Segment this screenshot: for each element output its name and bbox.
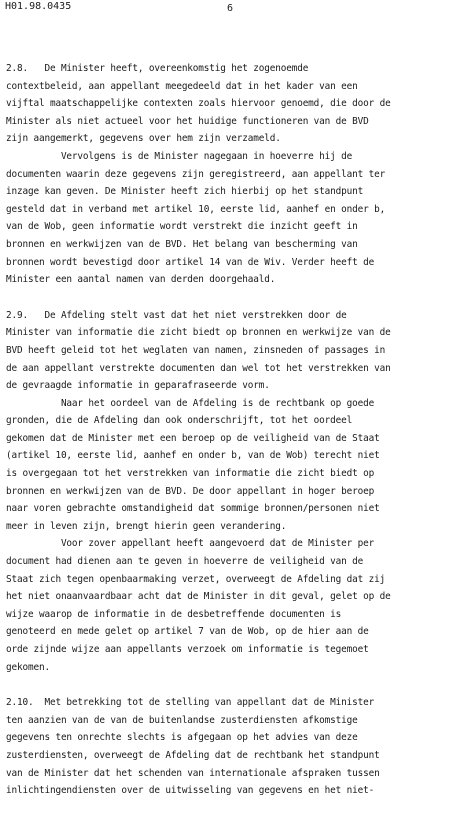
text-line: naar voren gebrachte omstandigheid dat sommige bronnen/personen niet	[6, 503, 380, 515]
text-line: Minister als niet actueel voor het huidige functioneren van de BVD	[6, 115, 369, 127]
paragraph-2-10	[6, 694, 446, 800]
text-line: meer in leven zijn, brengt hierin geen verandering.	[6, 520, 287, 532]
text-line: Voor zover appellant heeft aangevoerd dat de Minister per	[6, 538, 375, 550]
text-line: zijn aangemerkt, gegevens over hem zijn verzameld.	[6, 133, 281, 145]
text-line: bronnen en werkwijzen van de BVD. De door appellant in hoger beroep	[6, 485, 375, 497]
text-line: gronden, die de Afdeling dan ook onderschrijft, tot het oordeel	[6, 415, 353, 427]
text-line: contextbeleid, aan appellant meegedeeld dat in het kader van een	[6, 80, 358, 92]
document-body	[6, 60, 446, 818]
text-line: ten aanzien van de van de buitenlandse zusterdiensten afkomstige	[6, 714, 358, 726]
text-line: van de Wob, geen informatie wordt verstrekt die inzicht geeft in	[6, 221, 358, 233]
text-line: documenten waarin deze gegevens zijn geregistreerd, aan appellant ter	[6, 168, 386, 180]
text-line: gekomen dat de Minister met een beroep op de veiligheid van de Staat	[6, 432, 380, 444]
text-line: genoteerd en mede gelet op artikel 7 van de Wob, op de hier aan de	[6, 626, 369, 638]
paragraph-2-9	[6, 307, 446, 676]
text-line: bronnen wordt bevestigd door artikel 14 van de Wiv. Verder heeft de	[6, 256, 375, 268]
text-line: gesteld dat in verband met artikel 10, eerste lid, aanhef en onder b,	[6, 203, 386, 215]
text-line: wijze waarop de informatie in de desbetreffende documenten is	[6, 608, 342, 620]
text-line: 2.8. De Minister heeft, overeenkomstig het zogenoemde	[6, 63, 309, 74]
text-line: orde zijnde wijze aan appellants verzoek om informatie is tegemoet	[6, 644, 369, 655]
text-line: vijftal maatschappelijke contexten zoals hiervoor genoemd, die door de	[6, 98, 391, 110]
text-line: het niet onaanvaardbaar acht dat de Minister in dit geval, gelet op de	[6, 591, 391, 603]
paragraph-2-8	[6, 60, 446, 289]
text-line: inlichtingendiensten over de uitwisseling van gegevens en het niet-	[6, 785, 375, 797]
text-line: 2.9. De Afdeling stelt vast dat het niet verstrekken door de	[6, 309, 347, 321]
text-line: inzage kan geven. De Minister heeft zich hierbij op het standpunt	[6, 186, 364, 198]
document-reference: H01.98.0435	[5, 1, 72, 12]
text-line: de gevraagde informatie in geparafraseerde vorm.	[6, 380, 270, 392]
text-line: bronnen en werkwijzen van de BVD. Het belang van bescherming van	[6, 238, 358, 250]
text-line: Vervolgens is de Minister nagegaan in hoeverre hij de	[6, 150, 353, 162]
text-line: Staat zich tegen openbaarmaking verzet, overweegt de Afdeling dat zij	[6, 573, 386, 585]
text-line: 2.10. Met betrekking tot de stelling van appellant dat de Minister	[6, 697, 375, 709]
text-line: is overgegaan tot het verstrekken van informatie die zicht biedt op	[6, 468, 375, 480]
text-line: gekomen.	[6, 661, 50, 673]
text-line: gegevens ten onrechte slechts is afgegaan op het advies van deze	[6, 732, 358, 744]
text-line: de aan appellant verstrekte documenten dan wel tot het verstrekken van	[6, 362, 391, 374]
text-line: BVD heeft geleid tot het weglaten van namen, zinsneden of passages in	[6, 344, 386, 356]
text-line: Minister van informatie die zicht biedt op bronnen en werkwijze van de	[6, 327, 391, 339]
text-line: van de Minister dat het schenden van internationale afspraken tussen	[6, 767, 380, 779]
text-line: Minister een aantal namen van derden doorgehaald.	[6, 274, 276, 286]
text-line: (artikel 10, eerste lid, aanhef en onder b, van de Wob) terecht niet	[6, 450, 380, 462]
page-number: 6	[227, 3, 234, 14]
text-line: Naar het oordeel van de Afdeling is de rechtbank op goede	[6, 397, 375, 409]
text-line: document had dienen aan te geven in hoeverre de veiligheid van de	[6, 556, 364, 568]
text-line: zusterdiensten, overweegt de Afdeling dat de rechtbank het standpunt	[6, 749, 380, 761]
